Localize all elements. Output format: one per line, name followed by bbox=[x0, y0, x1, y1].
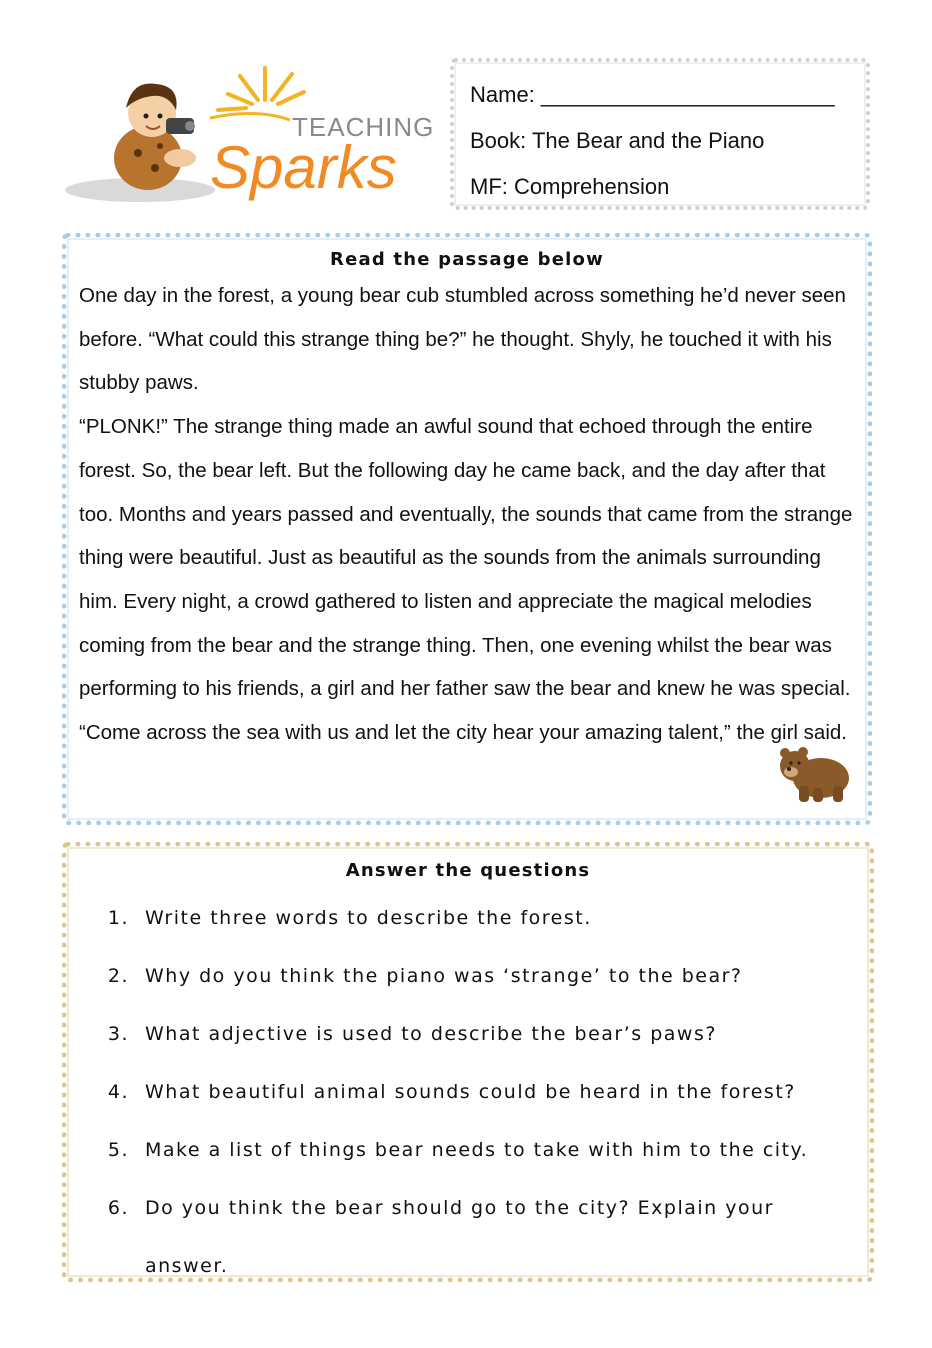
question-number: 3. bbox=[107, 1023, 129, 1045]
mf-line: MF: Comprehension bbox=[470, 174, 670, 199]
question-text: What beautiful animal sounds could be heard in the forest? bbox=[145, 1081, 796, 1103]
caveman-icon bbox=[114, 84, 196, 191]
question-number: 1. bbox=[107, 907, 129, 929]
questions-heading: Answer the questions bbox=[345, 860, 591, 881]
question-text: Do you think the bear should go to the city? Explain your answer. bbox=[145, 1197, 774, 1277]
question-text: Make a list of things bear needs to take with him to the city. bbox=[145, 1139, 809, 1161]
question-text: What adjective is used to describe the bear’s paws? bbox=[145, 1023, 717, 1045]
name-line[interactable] bbox=[470, 72, 850, 118]
name-blank[interactable]: ________________________ bbox=[540, 82, 835, 107]
question-item bbox=[97, 947, 839, 1005]
student-info-box bbox=[450, 58, 870, 210]
logo-line2: Sparks bbox=[210, 134, 397, 201]
questions-box bbox=[62, 842, 874, 1282]
passage-box bbox=[62, 233, 872, 825]
question-text: Why do you think the piano was ‘strange’ to the bear? bbox=[145, 965, 743, 987]
passage-text bbox=[79, 274, 855, 755]
sparks-rays-icon bbox=[218, 68, 304, 110]
teaching-sparks-logo bbox=[60, 58, 440, 208]
questions-list bbox=[97, 889, 839, 1295]
question-number: 6. bbox=[107, 1197, 129, 1219]
question-text: Write three words to describe the forest. bbox=[145, 907, 592, 929]
logo-line1: TEACHING bbox=[292, 112, 435, 142]
passage-paragraph-1: One day in the forest, a young bear cub stumbled across something he’d never seen before. “What could this strange thing be?” he thought. Shyly, he touched it with his stubby paws. bbox=[79, 284, 846, 395]
passage-heading: Read the passage below bbox=[330, 249, 604, 270]
question-number: 2. bbox=[107, 965, 129, 987]
question-item bbox=[97, 1121, 839, 1179]
question-number: 4. bbox=[107, 1081, 129, 1103]
question-item bbox=[97, 1063, 839, 1121]
question-item bbox=[97, 1179, 839, 1295]
book-line: Book: The Bear and the Piano bbox=[470, 128, 765, 153]
question-number: 5. bbox=[107, 1139, 129, 1161]
question-item bbox=[97, 1005, 839, 1063]
name-label: Name: bbox=[470, 82, 535, 107]
passage-paragraph-2: “PLONK!” The strange thing made an awful sound that echoed through the entire forest. So, the bear left. But the following day he came back, and the day after that too. Months and years passed and eventually, the sounds that came from the strange thing were beautiful. Just as beautiful as the sounds from the animals surrounding him. Every night, a crowd gathered to listen and appreciate the magical melodies coming from the bear and the strange thing. Then, one evening whilst the bear was performing to his friends, a girl and her father saw the bear and knew he was special. “Come across the sea with us and let the city hear your amazing talent,” the girl said. bbox=[79, 415, 853, 745]
bear-icon bbox=[777, 742, 853, 804]
question-item bbox=[97, 889, 839, 947]
